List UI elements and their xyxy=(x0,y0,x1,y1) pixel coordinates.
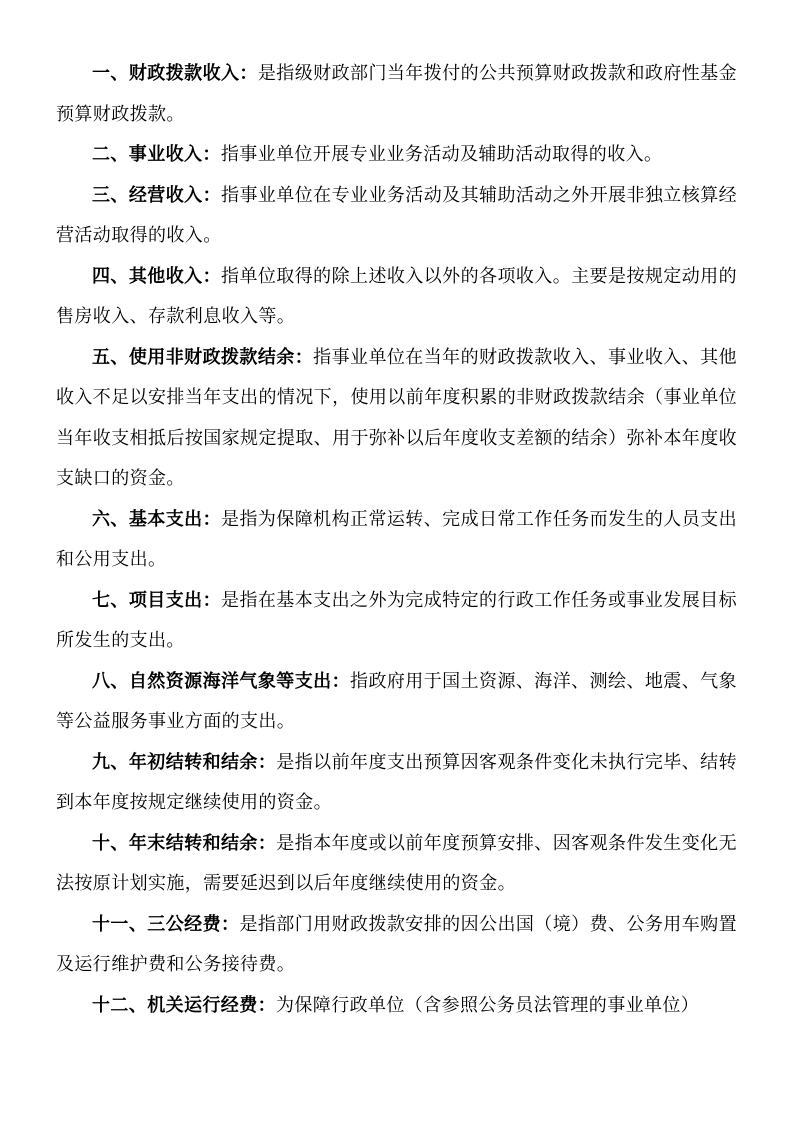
term-heading: 六、基本支出： xyxy=(92,508,222,530)
term-definition: 指政府用于国土资源、海洋、测绘、地震、气象等公益服务事业方面的支出。 xyxy=(56,670,737,732)
term-definition: 指单位取得的除上述收入以外的各项收入。主要是按规定动用的售房收入、存款利息收入等。 xyxy=(56,265,737,327)
document-body xyxy=(56,54,737,1026)
paragraph-non-fiscal-surplus xyxy=(56,338,737,500)
term-heading: 五、使用非财政拨款结余： xyxy=(92,346,314,368)
paragraph-natural-resources-expenditure xyxy=(56,662,737,743)
term-definition: 指事业单位在专业业务活动及其辅助活动之外开展非独立核算经营活动取得的收入。 xyxy=(56,184,737,246)
term-heading: 八、自然资源海洋气象等支出： xyxy=(92,670,351,692)
term-heading: 二、事业收入： xyxy=(92,144,221,165)
term-definition: 是指以前年度支出预算因客观条件变化未执行完毕、结转到本年度按规定继续使用的资金。 xyxy=(56,751,737,813)
paragraph-three-public-expenses xyxy=(56,905,737,986)
paragraph-operating-income xyxy=(56,176,737,257)
paragraph-agency-operating-expenses xyxy=(56,986,737,1027)
term-heading: 一、财政拨款收入： xyxy=(92,63,258,84)
paragraph-beginning-carryover xyxy=(56,743,737,824)
paragraph-other-income xyxy=(56,257,737,338)
term-heading: 三、经营收入： xyxy=(92,184,222,206)
term-definition: 是指在基本支出之外为完成特定的行政工作任务或事业发展目标所发生的支出。 xyxy=(56,589,737,651)
paragraph-fiscal-appropriation-income xyxy=(56,54,737,135)
paragraph-project-expenditure xyxy=(56,581,737,662)
term-definition: 指事业单位开展专业业务活动及辅助活动取得的收入。 xyxy=(220,144,663,165)
paragraph-year-end-carryover xyxy=(56,824,737,905)
term-definition: 为保障行政单位（含参照公务员法管理的事业单位） xyxy=(276,994,700,1016)
paragraph-basic-expenditure xyxy=(56,500,737,581)
term-heading: 十二、机关运行经费： xyxy=(92,994,276,1016)
term-definition: 是指部门用财政拨款安排的因公出国（境）费、公务用车购置及运行维护费和公务接待费。 xyxy=(56,913,737,975)
term-heading: 九、年初结转和结余： xyxy=(92,751,277,773)
term-definition: 是指本年度或以前年度预算安排、因客观条件发生变化无法按原计划实施，需要延迟到以后年度继续使用的资金。 xyxy=(56,832,737,894)
term-definition: 是指级财政部门当年拨付的公共预算财政拨款和政府性基金预算财政拨款。 xyxy=(56,63,737,125)
term-heading: 十、年末结转和结余： xyxy=(92,832,277,854)
term-definition: 指事业单位在当年的财政拨款收入、事业收入、其他收入不足以安排当年支出的情况下，使用以前年度积累的非财政拨款结余（事业单位当年收支相抵后按国家规定提取、用于弥补以后年度收支差额的结余）弥补本年度收支缺口的资金。 xyxy=(56,346,737,489)
paragraph-business-income xyxy=(56,135,737,176)
term-heading: 四、其他收入： xyxy=(92,265,222,287)
term-heading: 七、项目支出： xyxy=(92,589,222,611)
term-heading: 十一、三公经费： xyxy=(92,913,240,935)
term-definition: 是指为保障机构正常运转、完成日常工作任务而发生的人员支出和公用支出。 xyxy=(56,508,737,570)
